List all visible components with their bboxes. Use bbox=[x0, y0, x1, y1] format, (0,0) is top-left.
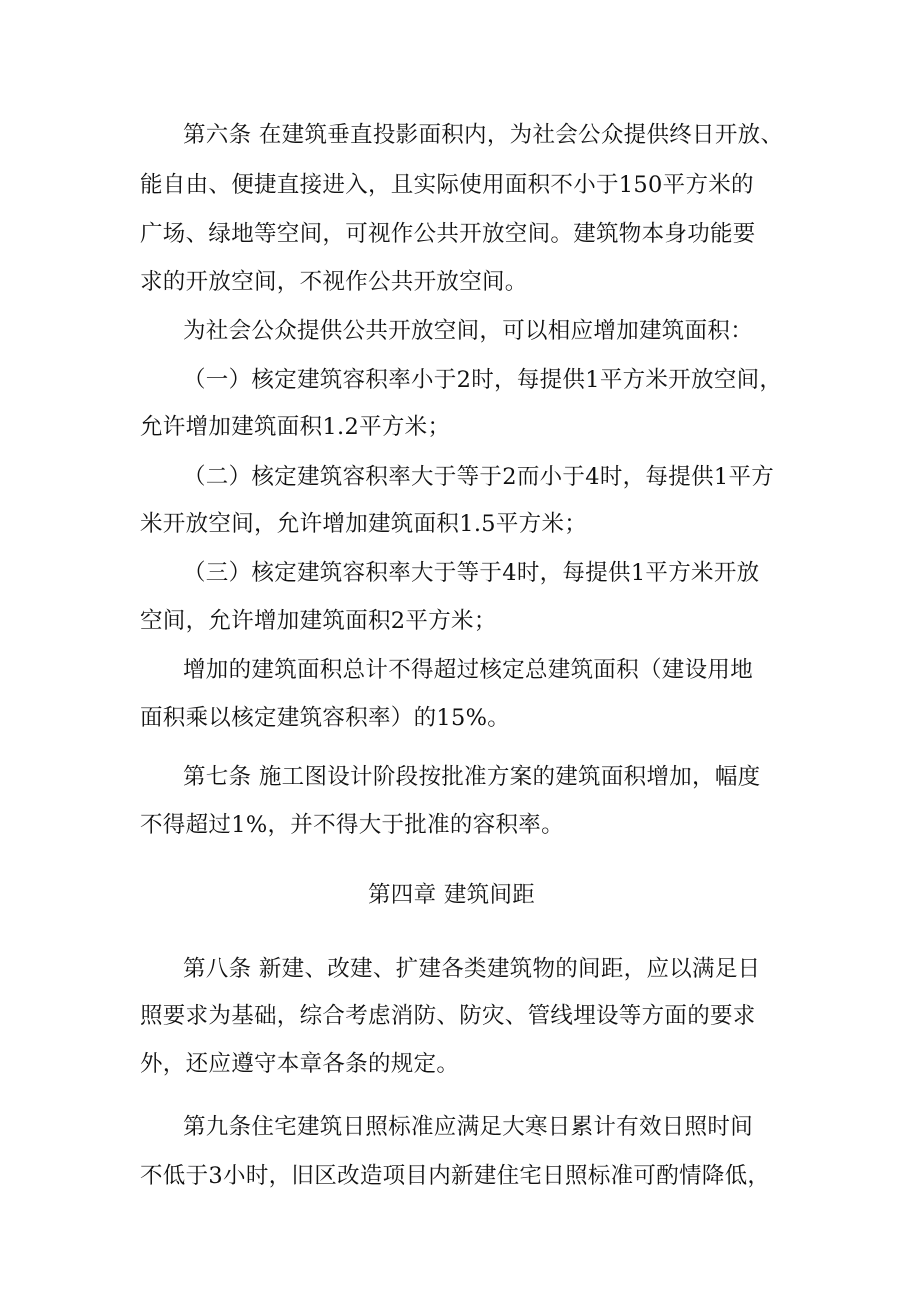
article-7-line-1: 第七条 施工图设计阶段按批准方案的建筑面积增加，幅度 bbox=[183, 764, 761, 790]
article-8-line-2: 照要求为基础，综合考虑消防、防灾、管线埋设等方面的要求 bbox=[140, 1003, 756, 1029]
article-6-limit-line-2: 面积乘以核定建筑容积率）的15%。 bbox=[140, 705, 511, 731]
article-6-item-1-line-2: 允许增加建筑面积1.2平方米； bbox=[140, 414, 451, 440]
article-9-line-2: 不低于3小时，旧区改造项目内新建住宅日照标准可酌情降低， bbox=[140, 1163, 771, 1189]
article-6-item-2-line-1: （二）核定建筑容积率大于等于2而小于4时，每提供1平方 bbox=[183, 464, 775, 490]
article-6-increase-intro: 为社会公众提供公共开放空间，可以相应增加建筑面积： bbox=[183, 318, 754, 344]
article-6-line-2: 能自由、便捷直接进入，且实际使用面积不小于150平方米的 bbox=[140, 172, 754, 198]
article-7-line-2: 不得超过1%，并不得大于批准的容积率。 bbox=[140, 812, 564, 838]
article-6-line-3: 广场、绿地等空间，可视作公共开放空间。建筑物本身功能要 bbox=[140, 221, 756, 247]
article-6-item-3-line-1: （三）核定建筑容积率大于等于4时，每提供1平方米开放 bbox=[183, 560, 760, 586]
article-6-item-2-line-2: 米开放空间，允许增加建筑面积1.5平方米； bbox=[140, 511, 588, 537]
article-6-line-4: 求的开放空间，不视作公共开放空间。 bbox=[140, 269, 528, 295]
article-9-line-1: 第九条住宅建筑日照标准应满足大寒日累计有效日照时间 bbox=[183, 1114, 754, 1140]
article-6-limit-line-1: 增加的建筑面积总计不得超过核定总建筑面积（建设用地 bbox=[183, 657, 754, 683]
article-8-line-1: 第八条 新建、改建、扩建各类建筑物的间距，应以满足日 bbox=[183, 956, 761, 982]
article-6-line-1: 第六条 在建筑垂直投影面积内，为社会公众提供终日开放、 bbox=[183, 122, 784, 148]
article-6-item-3-line-2: 空间，允许增加建筑面积2平方米； bbox=[140, 608, 497, 634]
article-6-item-1-line-1: （一）核定建筑容积率小于2时，每提供1平方米开放空间， bbox=[183, 367, 783, 393]
article-8-line-3: 外，还应遵守本章各条的规定。 bbox=[140, 1051, 460, 1077]
chapter-4-heading: 第四章 建筑间距 bbox=[368, 882, 536, 908]
